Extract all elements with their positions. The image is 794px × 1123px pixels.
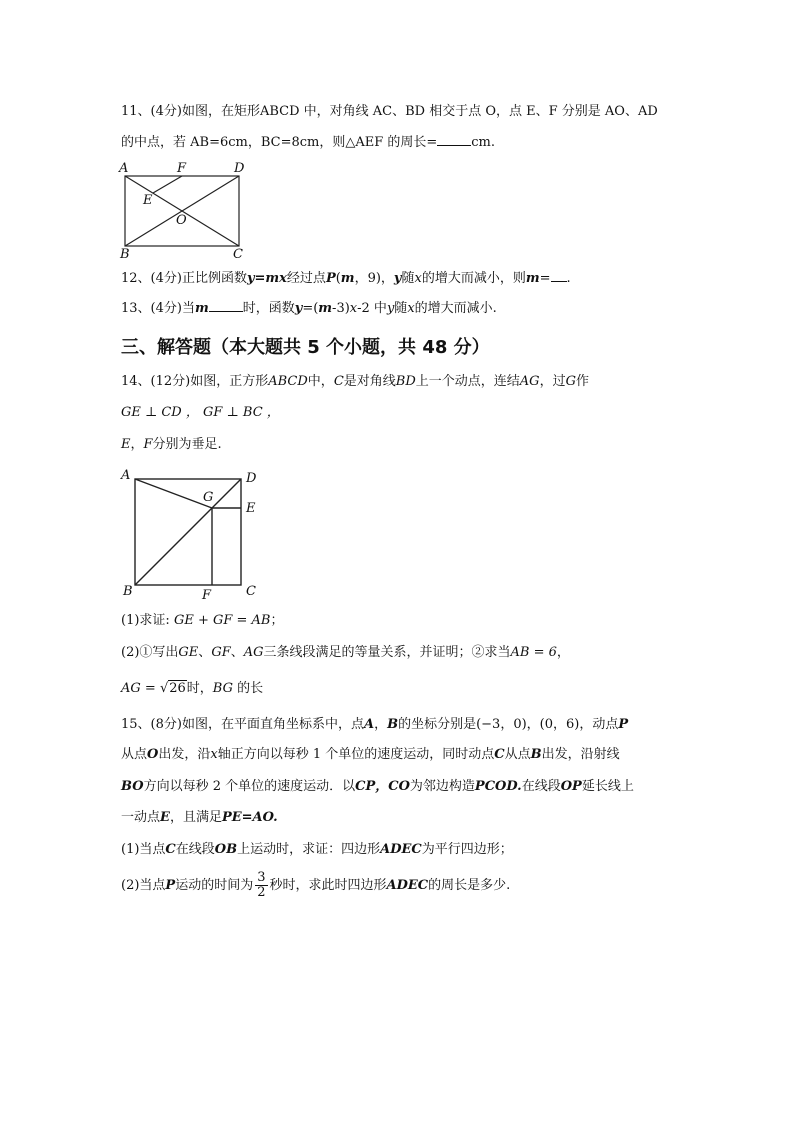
label-c: C — [246, 584, 256, 599]
answer-blank — [437, 133, 471, 146]
q14-part2-continued: AG = √26时，BG 的长 — [121, 681, 264, 696]
label-g: G — [203, 490, 214, 505]
q11-rectangle-figure — [115, 160, 255, 260]
q14-line1: 14、(12分)如图，正方形ABCD中，C是对角线BD上一个动点，连结AG，过G作 — [121, 374, 589, 389]
label-o: O — [176, 213, 187, 228]
label-d: D — [234, 161, 245, 176]
label-b: B — [120, 247, 130, 262]
label-e: E — [246, 501, 256, 516]
q15-part2: (2)当点P运动的时间为 $\frac{3}{2}$ 秒时，求此时四边形ADEC的周长是多少. — [121, 870, 511, 900]
q15-line2: 从点O出发，沿x轴正方向以每秒 1 个单位的速度运动，同时动点C从点B出发，沿射线 — [121, 747, 620, 762]
q15-line4: 一动点E，且满足PE=AO. — [121, 810, 278, 825]
label-d: D — [246, 471, 257, 486]
segment-ef — [153, 176, 182, 193]
q14-line2: GE ⊥ CD ， GF ⊥ BC ， — [121, 405, 280, 420]
q12-line: 12、(4分)正比例函数y=mx经过点P(m，9)，y随x的增大而减小，则m= . — [121, 271, 571, 286]
answer-blank — [551, 269, 567, 282]
fraction: $\frac{3}{2}$ — [257, 870, 266, 900]
q15-line1: 15、(8分)如图，在平面直角坐标系中，点A，B的坐标分别是(−3，0)，(0，6)，动点P — [121, 717, 629, 732]
label-f: F — [202, 588, 212, 603]
q14-square-figure — [115, 463, 275, 603]
label-e: E — [143, 193, 153, 208]
q14-part1: (1)求证: GE + GF = AB； — [121, 613, 284, 628]
q13-line: 13、(4分)当m 时，函数y=(m-3)x-2 中y随x的增大而减小. — [121, 301, 497, 316]
segment-ag — [135, 479, 212, 508]
label-b: B — [123, 584, 133, 599]
q11-line1: 11、(4分)如图，在矩形ABCD 中，对角线 AC、BD 相交于点 O，点 E、F 分别是 AO、AD — [121, 104, 658, 119]
q15-line3: BO方向以每秒 2 个单位的速度运动．以CP，CO为邻边构造PCOD.在线段OP延长线上 — [121, 779, 634, 794]
section-heading: 三、解答题（本大题共 5 个小题，共 48 分） — [121, 337, 490, 358]
diagonal-bd — [135, 479, 241, 585]
label-a: A — [121, 468, 131, 483]
label-a: A — [119, 161, 129, 176]
q14-part2: (2)①写出GE、GF、AG三条线段满足的等量关系，并证明；②求当AB = 6， — [121, 645, 570, 660]
q15-part1: (1)当点C在线段OB上运动时，求证：四边形ADEC为平行四边形； — [121, 842, 513, 857]
q11-line2: 的中点，若 AB=6cm，BC=8cm，则△AEF 的周长= cm. — [121, 135, 496, 150]
label-c: C — [233, 247, 243, 262]
answer-blank — [209, 299, 243, 312]
q14-line3: E，F分别为垂足. — [121, 437, 222, 452]
label-f: F — [177, 161, 187, 176]
